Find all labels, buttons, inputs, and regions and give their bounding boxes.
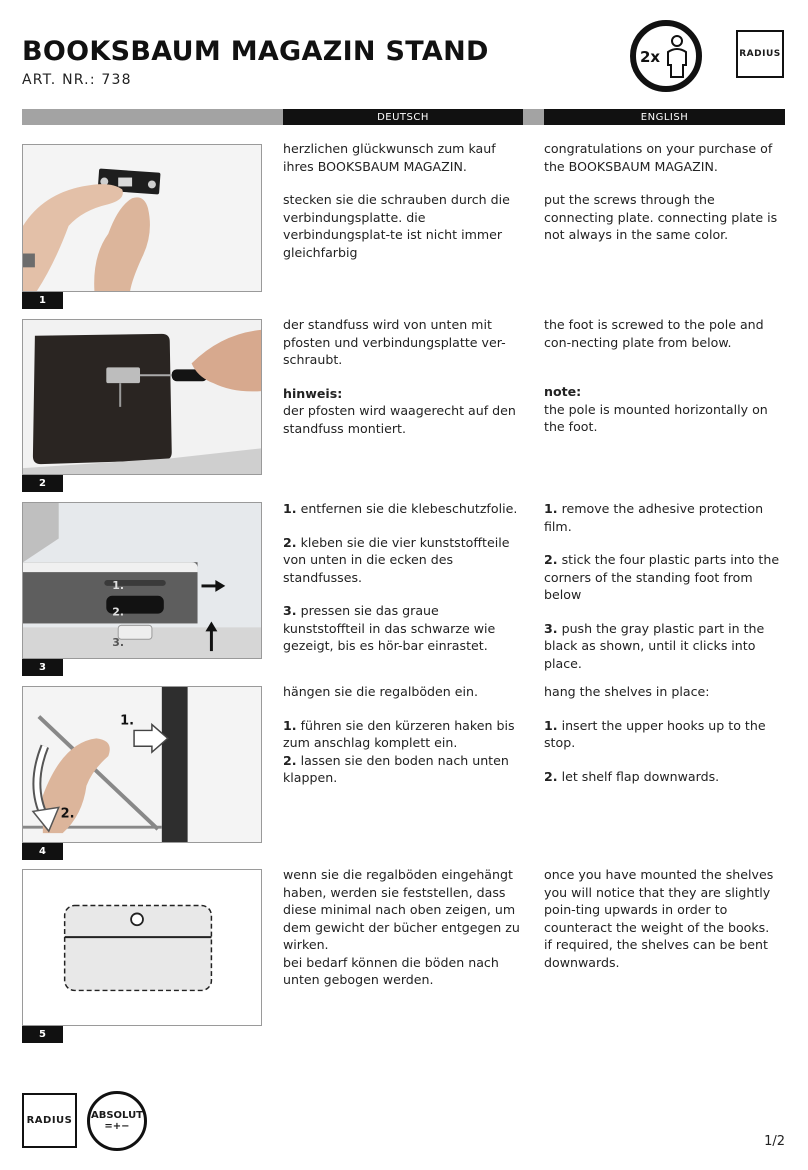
paragraph: put the screws through the connecting plate. connecting plate is not always in the same color. [544,192,778,242]
note-text: the pole is mounted horizontally on the foot. [544,401,768,434]
column-header-english: ENGLISH [544,109,785,125]
list-item: 1. remove the adhesive protection film. [544,501,764,534]
list-item: 1. führen sie den kürzeren haken bis zum anschlag komplett ein. [283,717,515,750]
radius-logo: RADIUS [736,30,784,78]
step-4-german-text [283,683,523,787]
step-number: 1 [22,292,63,309]
step-4-english-text [544,683,786,785]
absolut-logo-text: ABSOLUT [90,1110,144,1121]
step-1-german-text [283,140,523,261]
image-label: 1. [120,713,135,729]
list-item: 1. entfernen sie die klebeschutzfolie. [283,501,518,516]
step-number: 4 [22,843,63,860]
list-item: 3. pressen sie das graue kunststoffteil in das schwarze wie gezeigt, bis es hör-bar einrastet. [283,603,496,653]
step-3-image [22,502,262,659]
step-5-image [22,869,262,1026]
paragraph: hang the shelves in place: [544,684,710,699]
list-item: 2. kleben sie die vier kunststoffteile von unten in die ecken des standfusses. [283,534,510,585]
image-label: 2. [112,605,124,619]
paragraph: the foot is screwed to the pole and con-necting plate from below. [544,317,764,350]
step-3-german-text [283,500,523,655]
step-2-german-text [283,316,523,437]
step-number: 3 [22,659,63,676]
list-item: 2. lassen sie den boden nach unten klappen. [283,752,509,785]
paragraph: congratulations on your purchase of the BOOKSBAUM MAGAZIN. [544,141,773,174]
list-item: 1. insert the upper hooks up to the stop. [544,717,766,750]
paragraph: herzlichen glückwunsch zum kauf ihres BOOKSBAUM MAGAZIN. [283,141,496,174]
image-label: 1. [112,578,124,592]
image-label: 2. [60,806,75,822]
two-persons-icon [629,19,703,93]
note-label: note: [544,384,582,399]
step-4-image [22,686,262,843]
paragraph: stecken sie die schrauben durch die verbindungsplatte. die verbindungsplat-te ist nicht immer gleichfarbig [283,192,510,260]
step-5-english-text: once you have mounted the shelves you will notice that they are slightly poin-ting upwards in order to counteract the weight of the books. if required, the shelves can be bent downwards. [544,867,774,970]
step-3-english-text [544,500,786,672]
absolut-logo-symbols: =+− [104,1121,130,1132]
step-2-image [22,319,262,475]
radius-logo: RADIUS [22,1093,77,1148]
step-number: 5 [22,1026,63,1043]
step-2-english-text [544,316,786,436]
paragraph: hängen sie die regalböden ein. [283,684,478,699]
note-label: hinweis: [283,385,343,401]
list-item: 3. push the gray plastic part in the black as shown, until it clicks into place. [544,620,765,671]
persons-count-label: 2x [640,48,661,66]
list-item: 2. stick the four plastic parts into the corners of the standing foot from below [544,552,780,602]
header-bar-spacer [523,109,544,125]
page-number: 1/2 [764,1134,785,1149]
step-number: 2 [22,475,63,492]
header-bar-spacer [22,109,283,125]
list-item: 2. let shelf flap downwards. [544,768,720,784]
note-text: der pfosten wird waagerecht auf den standfuss montiert. [283,403,516,436]
image-label: 3. [112,636,124,650]
step-5-german-text: wenn sie die regalböden eingehängt haben, werden sie feststellen, dass diese minimal nach oben zeigen, um dem gewicht der bücher entgegen zu wirken. bei bedarf können die böden nach unten gebogen werden. [283,867,520,987]
step-1-image [22,144,262,292]
page-title: BOOKSBAUM MAGAZIN STAND [22,36,489,67]
absolut-logo [87,1091,147,1151]
paragraph: der standfuss wird von unten mit pfosten und verbindungsplatte ver-schraubt. [283,317,506,367]
article-number: ART. NR.: 738 [22,72,132,88]
column-header-german: DEUTSCH [283,109,523,125]
step-1-english-text [544,140,786,244]
